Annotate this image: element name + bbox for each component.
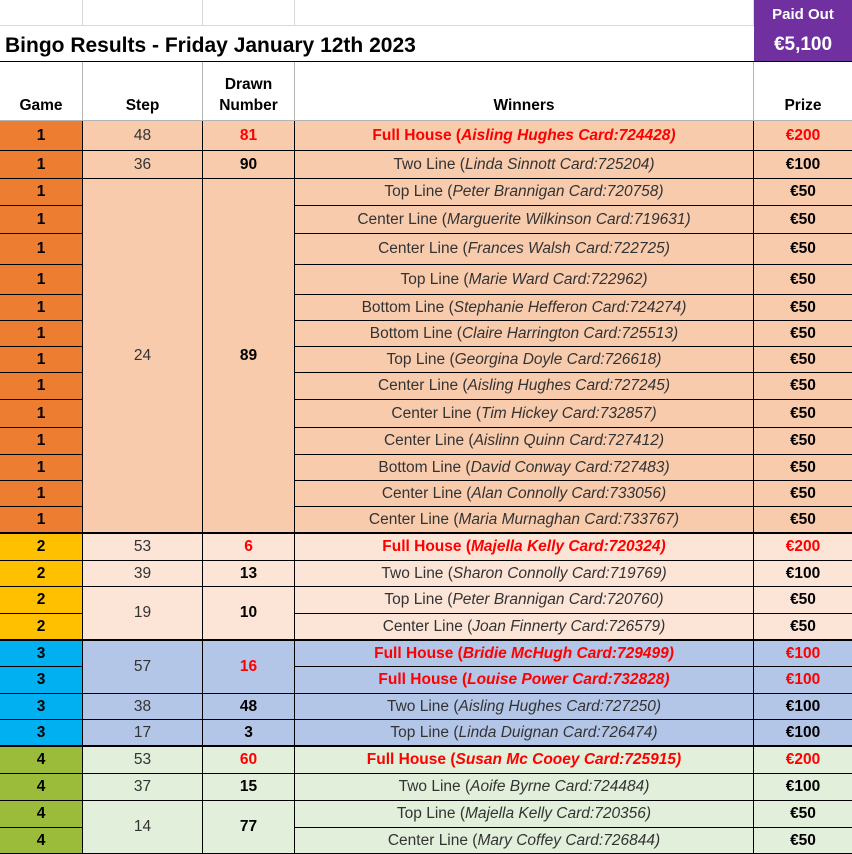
prize-type: Center Line	[387, 831, 468, 849]
prize-type: Two Line	[381, 564, 444, 582]
prize-type: Center Line	[378, 240, 459, 257]
game-cell[interactable]: 3	[0, 667, 83, 694]
prize-cell[interactable]: €100	[754, 641, 852, 667]
prize-cell[interactable]: €200	[754, 534, 852, 561]
winner-name: Susan Mc Cooey Card:725915	[455, 751, 677, 768]
game-cell[interactable]: 2	[0, 561, 83, 587]
prize-cell[interactable]: €100	[754, 694, 852, 720]
paid-out-value[interactable]: €5,100	[754, 29, 852, 62]
winner-name: Maria Murnaghan Card:733767	[458, 510, 674, 528]
drawn-number-cell[interactable]: 77	[203, 801, 295, 854]
drawn-number-cell[interactable]: 16	[203, 641, 295, 694]
prize-cell[interactable]: €50	[754, 614, 852, 641]
winner-name: Louise Power Card:732828	[467, 671, 665, 688]
winner-name: David Conway Card:727483	[470, 458, 665, 476]
drawn-number-cell[interactable]: 60	[203, 747, 295, 774]
prize-type: Center Line	[357, 210, 438, 228]
header-game[interactable]: Game	[0, 62, 83, 121]
winner-name: Marie Ward Card:722962	[468, 270, 643, 288]
winner-cell[interactable]: Top Line (Marie Ward Card:722962)	[295, 265, 754, 295]
step-cell[interactable]: 14	[83, 801, 203, 854]
winner-cell[interactable]: Bottom Line (Claire Harrington Card:725513)	[295, 321, 754, 347]
prize-type: Two Line	[398, 778, 461, 795]
winner-name: Aoife Byrne Card:724484	[470, 778, 645, 795]
prize-type: Top Line	[386, 350, 446, 368]
prize-type: Full House	[382, 538, 462, 555]
prize-cell[interactable]: €50	[754, 587, 852, 614]
game-cell[interactable]: 3	[0, 641, 83, 667]
winner-name: Peter Brannigan Card:720758	[452, 183, 659, 200]
winner-cell[interactable]: Top Line (Peter Brannigan Card:720760)	[295, 587, 754, 614]
winner-cell[interactable]: Center Line (Marguerite Wilkinson Card:719631)	[295, 206, 754, 234]
prize-type: Full House	[366, 751, 447, 768]
game-cell[interactable]: 1	[0, 295, 83, 321]
prize-type: Center Line	[377, 377, 459, 394]
prize-cell[interactable]: €50	[754, 400, 852, 428]
step-cell[interactable]: 39	[83, 561, 203, 587]
winner-name: Majella Kelly Card:720356	[464, 805, 646, 822]
step-cell[interactable]: 24	[83, 179, 203, 534]
winner-name: Frances Walsh Card:722725	[467, 240, 665, 257]
game-cell[interactable]: 4	[0, 747, 83, 774]
winner-cell[interactable]: Center Line (Joan Finnerty Card:726579)	[295, 614, 754, 641]
drawn-number-cell[interactable]: 6	[203, 534, 295, 561]
winner-cell[interactable]: Two Line (Linda Sinnott Card:725204)	[295, 151, 754, 179]
winner-name: Alan Connolly Card:733056	[471, 484, 661, 502]
prize-cell[interactable]: €50	[754, 428, 852, 455]
winner-cell[interactable]: Top Line (Majella Kelly Card:720356)	[295, 801, 754, 828]
step-cell[interactable]: 37	[83, 774, 203, 801]
prize-cell[interactable]: €50	[754, 265, 852, 295]
prize-cell[interactable]: €200	[754, 121, 852, 151]
game-cell[interactable]: 2	[0, 614, 83, 641]
winner-cell[interactable]: Two Line (Aoife Byrne Card:724484)	[295, 774, 754, 801]
drawn-number-cell[interactable]: 48	[203, 694, 295, 720]
prize-cell[interactable]: €200	[754, 747, 852, 774]
winner-cell[interactable]: Full House (Bridie McHugh Card:729499)	[295, 641, 754, 667]
game-cell[interactable]: 4	[0, 828, 83, 854]
step-cell[interactable]: 36	[83, 151, 203, 179]
winner-cell[interactable]: Center Line (Alan Connolly Card:733056)	[295, 481, 754, 507]
prize-cell[interactable]: €50	[754, 455, 852, 481]
game-cell[interactable]: 4	[0, 801, 83, 828]
game-cell[interactable]: 1	[0, 507, 83, 534]
header-step[interactable]: Step	[83, 62, 203, 121]
game-cell[interactable]: 1	[0, 373, 83, 400]
prize-cell[interactable]: €100	[754, 151, 852, 179]
prize-type: Full House	[378, 671, 458, 688]
game-cell[interactable]: 1	[0, 321, 83, 347]
winner-cell[interactable]: Top Line (Peter Brannigan Card:720758)	[295, 179, 754, 206]
winner-name: Aisling Hughes Card:724428	[461, 126, 671, 144]
drawn-number-cell[interactable]: 89	[203, 179, 295, 534]
step-cell[interactable]: 53	[83, 534, 203, 561]
winner-cell[interactable]: Two Line (Sharon Connolly Card:719769)	[295, 561, 754, 587]
game-cell[interactable]: 4	[0, 774, 83, 801]
blank-cell[interactable]	[295, 0, 754, 26]
winner-name: Aisling Hughes Card:727250	[458, 697, 656, 715]
prize-type: Center Line	[381, 484, 462, 502]
drawn-number-cell[interactable]: 90	[203, 151, 295, 179]
winner-cell[interactable]: Top Line (Linda Duignan Card:726474)	[295, 720, 754, 747]
winner-name: Bridie McHugh Card:729499	[462, 644, 669, 662]
game-cell[interactable]: 1	[0, 347, 83, 373]
winner-cell[interactable]: Full House (Aisling Hughes Card:724428)	[295, 121, 754, 151]
winner-cell[interactable]: Center Line (Frances Walsh Card:722725)	[295, 234, 754, 265]
winner-cell[interactable]: Full House (Susan Mc Cooey Card:725915)	[295, 747, 754, 774]
winner-cell[interactable]: Center Line (Tim Hickey Card:732857)	[295, 400, 754, 428]
winner-cell[interactable]: Two Line (Aisling Hughes Card:727250)	[295, 694, 754, 720]
page-title[interactable]: Bingo Results - Friday January 12th 2023	[0, 26, 754, 62]
prize-type: Top Line	[396, 805, 456, 822]
winner-name: Stephanie Hefferon Card:724274	[453, 298, 682, 316]
prize-type: Full House	[372, 126, 452, 144]
winner-name: Mary Coffey Card:726844	[477, 831, 655, 849]
winner-cell[interactable]: Bottom Line (David Conway Card:727483)	[295, 455, 754, 481]
game-cell[interactable]: 1	[0, 151, 83, 179]
winner-cell[interactable]: Full House (Majella Kelly Card:720324)	[295, 534, 754, 561]
winner-cell[interactable]: Center Line (Mary Coffey Card:726844)	[295, 828, 754, 854]
prize-cell[interactable]: €50	[754, 295, 852, 321]
prize-type: Top Line	[384, 183, 443, 200]
prize-type: Bottom Line	[369, 324, 453, 342]
prize-cell[interactable]: €100	[754, 561, 852, 587]
winner-cell[interactable]: Top Line (Georgina Doyle Card:726618)	[295, 347, 754, 373]
header-prize[interactable]: Prize	[754, 62, 852, 121]
game-cell[interactable]: 1	[0, 234, 83, 265]
prize-cell[interactable]: €50	[754, 321, 852, 347]
game-cell[interactable]: 2	[0, 587, 83, 614]
step-cell[interactable]: 57	[83, 641, 203, 694]
winner-name: Linda Sinnott Card:725204	[464, 155, 650, 173]
prize-type: Top Line	[390, 723, 450, 741]
step-cell[interactable]: 38	[83, 694, 203, 720]
prize-type: Full House	[374, 644, 454, 662]
prize-cell[interactable]: €100	[754, 774, 852, 801]
header-winners[interactable]: Winners	[295, 62, 754, 121]
game-cell[interactable]: 2	[0, 534, 83, 561]
step-cell[interactable]: 53	[83, 747, 203, 774]
prize-cell[interactable]: €50	[754, 507, 852, 534]
prize-type: Top Line	[400, 270, 460, 288]
prize-cell[interactable]: €50	[754, 234, 852, 265]
prize-type: Two Line	[393, 155, 456, 173]
prize-cell[interactable]: €100	[754, 720, 852, 747]
winner-name: Marguerite Wilkinson Card:719631	[446, 210, 686, 228]
prize-cell[interactable]: €50	[754, 828, 852, 854]
prize-type: Top Line	[384, 591, 443, 608]
prize-type: Center Line	[391, 404, 472, 422]
winner-name: Aislinn Quinn Card:727412	[473, 432, 659, 449]
game-cell[interactable]: 1	[0, 206, 83, 234]
winner-cell[interactable]: Center Line (Aislinn Quinn Card:727412)	[295, 428, 754, 455]
prize-type: Center Line	[382, 617, 463, 635]
drawn-number-cell[interactable]: 15	[203, 774, 295, 801]
prize-cell[interactable]: €100	[754, 667, 852, 694]
blank-cell[interactable]	[0, 0, 83, 26]
game-cell[interactable]: 1	[0, 265, 83, 295]
game-cell[interactable]: 1	[0, 179, 83, 206]
prize-type: Bottom Line	[361, 298, 445, 316]
winner-name: Peter Brannigan Card:720760	[452, 591, 659, 608]
game-cell[interactable]: 3	[0, 720, 83, 747]
winner-name: Aisling Hughes Card:727245	[467, 377, 665, 394]
drawn-number-cell[interactable]: 3	[203, 720, 295, 747]
drawn-number-cell[interactable]: 10	[203, 587, 295, 641]
prize-type: Bottom Line	[378, 458, 462, 476]
game-cell[interactable]: 1	[0, 428, 83, 455]
prize-type: Center Line	[383, 432, 465, 449]
game-cell[interactable]: 1	[0, 121, 83, 151]
drawn-number-cell[interactable]: 81	[203, 121, 295, 151]
winner-cell[interactable]: Bottom Line (Stephanie Hefferon Card:724274)	[295, 295, 754, 321]
game-cell[interactable]: 1	[0, 481, 83, 507]
prize-cell[interactable]: €50	[754, 481, 852, 507]
winner-name: Majella Kelly Card:720324	[470, 538, 661, 555]
winner-cell[interactable]: Full House (Louise Power Card:732828)	[295, 667, 754, 694]
prize-type: Center Line	[368, 510, 450, 528]
header-drawn-number[interactable]: Drawn Number	[203, 62, 295, 121]
step-cell[interactable]: 19	[83, 587, 203, 641]
paid-out-label[interactable]: Paid Out	[754, 0, 852, 29]
step-cell[interactable]: 48	[83, 121, 203, 151]
step-cell[interactable]: 17	[83, 720, 203, 747]
winner-name: Tim Hickey Card:732857	[481, 404, 652, 422]
winner-name: Linda Duignan Card:726474	[458, 723, 653, 741]
game-cell[interactable]: 1	[0, 455, 83, 481]
prize-cell[interactable]: €50	[754, 179, 852, 206]
prize-cell[interactable]: €50	[754, 347, 852, 373]
prize-cell[interactable]: €50	[754, 206, 852, 234]
winner-name: Joan Finnerty Card:726579	[472, 617, 661, 635]
winner-name: Claire Harrington Card:725513	[461, 324, 674, 342]
game-cell[interactable]: 3	[0, 694, 83, 720]
prize-type: Two Line	[386, 697, 450, 715]
prize-cell[interactable]: €50	[754, 801, 852, 828]
blank-cell[interactable]	[203, 0, 295, 26]
prize-cell[interactable]: €50	[754, 373, 852, 400]
drawn-number-cell[interactable]: 13	[203, 561, 295, 587]
winner-cell[interactable]: Center Line (Aisling Hughes Card:727245)	[295, 373, 754, 400]
blank-cell[interactable]	[83, 0, 203, 26]
winner-name: Sharon Connolly Card:719769	[452, 564, 662, 582]
game-cell[interactable]: 1	[0, 400, 83, 428]
winner-cell[interactable]: Center Line (Maria Murnaghan Card:733767)	[295, 507, 754, 534]
winner-name: Georgina Doyle Card:726618	[454, 350, 657, 368]
